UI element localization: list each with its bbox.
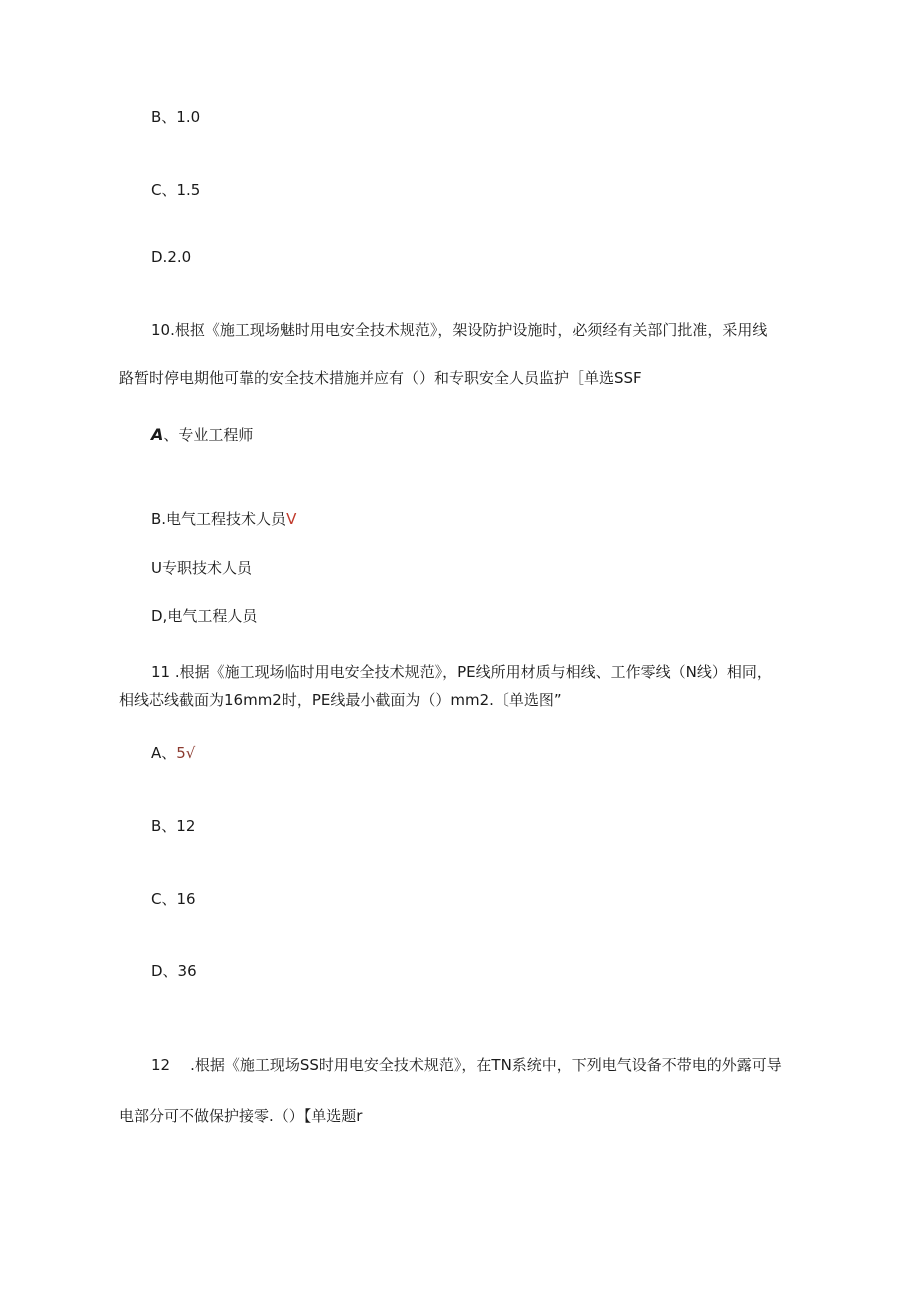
q12-text-rest: .根据《施工现场SS时用电安全技术规范》，在TN系统中，下列电气设备不带电的外露可导 bbox=[190, 1056, 782, 1074]
q11-option-a-label: A、 bbox=[151, 744, 177, 762]
q12-text-line2: 电部分可不做保护接零.（）【单选题r bbox=[119, 1107, 363, 1125]
q12-number: 12 bbox=[151, 1056, 171, 1074]
q11-option-c: C、16 bbox=[151, 890, 196, 908]
q10-text-line2: 路暂时停电期他可靠的安全技术措施并应有（）和专职安全人员监护［单选SSF bbox=[119, 369, 642, 387]
q10-correct-mark: V bbox=[286, 510, 297, 528]
q10-option-a-letter: A bbox=[151, 425, 164, 444]
q11-text-line1: 11 .根据《施工现场临时用电安全技术规范》，PE线所用材质与相线、工作零线（N线）相同， bbox=[151, 663, 772, 681]
q10-option-c: U专职技术人员 bbox=[151, 559, 252, 577]
q11-option-d: D、36 bbox=[151, 962, 197, 980]
q11-option-a bbox=[151, 743, 195, 763]
q11-option-a-value: 5√ bbox=[176, 744, 196, 762]
prev-option-b: B、1.0 bbox=[151, 108, 201, 126]
q10-option-d: D,电气工程人员 bbox=[151, 607, 258, 625]
q11-option-b: B、12 bbox=[151, 817, 196, 835]
q11-text-line2: 相线芯线截面为16mm2时，PE线最小截面为（）mm2.〔单选图” bbox=[119, 691, 562, 709]
prev-option-d: D.2.0 bbox=[151, 248, 192, 266]
prev-option-c: C、1.5 bbox=[151, 181, 201, 199]
q10-option-b-text: B.电气工程技术人员 bbox=[151, 510, 287, 528]
q12-text-line1 bbox=[151, 1055, 782, 1075]
q10-text-line1: 10.根抠《施工现场魅时用电安全技术规范》，架设防护设施时，必须经有关部门批准，采用线 bbox=[151, 321, 768, 339]
q10-option-b bbox=[151, 509, 296, 529]
q10-option-a bbox=[151, 425, 253, 445]
q10-option-a-text: 、专业工程师 bbox=[163, 426, 254, 444]
